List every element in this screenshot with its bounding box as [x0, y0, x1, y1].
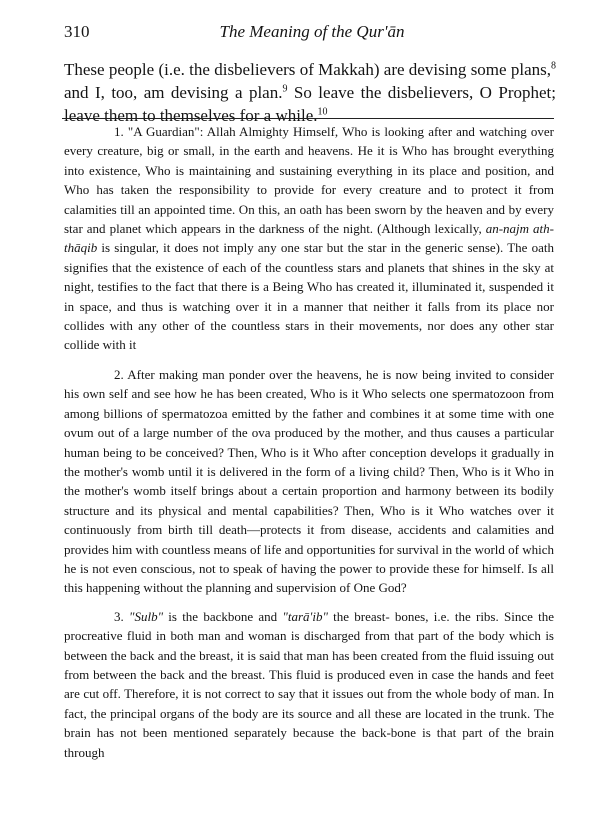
- notes-section: [64, 122, 554, 762]
- note-text: 2. After making man ponder over the heavens, he is now being invited to consider his own self and see how he has been created, Who is it Who selects one spermatozoon from among billions of spermatozoa emitted by the father and combines it at some time with one ovum out of a large number of the ova produced by the mother, and thus causes a particular human being to be conceived? Then, Who is it Who after conception develops it gradually in the mother's womb until it is delivered in the form of a living child? Then, Who is it Who in the mother's womb itself brings about a certain proportion and harmony between its bodily structure and its physical and mental capabilities? Then, Who is it Who watches over it continuously from birth till death—protects it from disease, accidents and calamities and provides him with countless means of life and opportunities for survival in the world of which he is not even conscious, not to speak of having the power to provide these for himself. Is all this happening without the planning and supervision of One God?: [64, 366, 554, 596]
- footnote-ref-8: 8: [551, 60, 556, 72]
- note-term: an-najm ath-thāqib: [64, 221, 554, 256]
- note-text: is singular, it does not imply any one star but the star in the generic sense). The oath signifies that the existence of each of the countless stars and planets that shines in the sky at night, testifies to the fact that there is a Being Who has created it, illuminated it, suspended it in space, and thus is watching over it in a manner that neither it falls from its place nor collides with any other of the countless stars in their movements, nor does any other star collide with it: [64, 240, 554, 353]
- main-text-part: These people (i.e. the disbelievers of Makkah) are devising some plans,: [64, 60, 551, 79]
- note-term: "tarā'ib": [282, 608, 328, 624]
- footnote-ref-9: 9: [282, 83, 288, 95]
- page-header: [64, 22, 560, 48]
- note-1: [64, 122, 554, 355]
- note-term: "Sulb": [129, 608, 164, 624]
- note-text: 1. "A Guardian": Allah Almighty Himself, Who is looking after and watching over every creature, big or small, in the earth and heavens. He it is Who has brought everything into existence, Who is maintaining and sustaining everything in its place and position, and Who has taken the responsibility to provide for every creature and to protect it from calamities till an appointed time. On this, an oath has been sworn by the heaven and by every star and planet which appears in the darkness of the night. (Although lexically,: [64, 124, 554, 237]
- note-text: is the backbone and: [163, 608, 283, 624]
- note-text: 3.: [114, 608, 129, 624]
- footnote-divider: [62, 118, 554, 119]
- note-2: [64, 365, 554, 598]
- main-text-part: So leave the disbelievers, O Prophet; leave them to themselves for a while.: [64, 83, 557, 125]
- main-text-part: and I, too, am devising a plan.: [64, 83, 283, 102]
- note-text: the breast- bones, i.e. the ribs. Since the procreative fluid in both man and woman is discharged from that part of the body which is between the back and the breast, it is said that man has been created from the fluid issuing out from between the back and the breast. This fluid is produced even in case the hands and feet are cut off. Therefore, it is not correct to say that it issues out from the whole body of man. In fact, the principal organs of the body are its source and all these are located in the trunk. The brain has not been mentioned separately because the back-bone is that part of the brain through: [64, 608, 555, 760]
- note-3: [64, 607, 554, 762]
- page-number: 310: [64, 22, 90, 41]
- running-title: The Meaning of the Qur'ān: [219, 22, 405, 41]
- footnote-ref-10: 10: [317, 106, 328, 118]
- main-text: [64, 58, 556, 127]
